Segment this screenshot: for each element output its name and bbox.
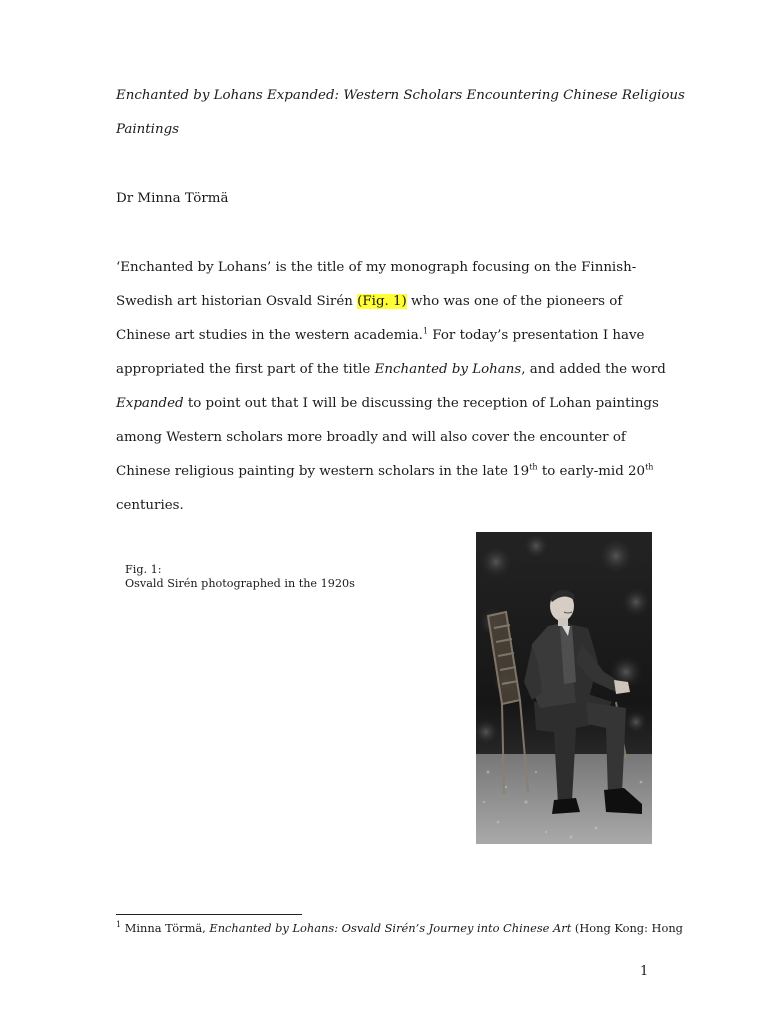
paragraph-line (116, 293, 622, 311)
footnote-text: (Hong Kong: Hong (571, 921, 683, 935)
paragraph-text: who was one of the pioneers of (406, 294, 623, 309)
author-name: Dr Minna Törmä (116, 191, 229, 206)
ordinal-superscript: th (645, 462, 654, 472)
paragraph-text: Chinese art studies in the western academia. (116, 328, 423, 343)
italic-title: Enchanted by Lohans (374, 362, 522, 377)
page-number: 1 (640, 964, 649, 979)
document-title-line-2: Paintings (116, 122, 180, 137)
paragraph-line: centuries. (116, 498, 184, 513)
footnote-book-title: Enchanted by Lohans: Osvald Sirén’s Journey into Chinese Art (209, 921, 572, 935)
paragraph-line (116, 395, 659, 413)
footnote-reference[interactable]: 1 (422, 326, 429, 336)
figure-photo (476, 532, 652, 844)
paragraph-text: For today’s presentation I have (428, 328, 645, 343)
paragraph-line (116, 361, 666, 379)
footnote (116, 920, 683, 936)
figure-caption-label: Fig. 1: (125, 563, 162, 576)
footnote-separator (116, 914, 302, 915)
figure-reference-highlight[interactable]: (Fig. 1) (357, 294, 407, 309)
paragraph-text: to point out that I will be discussing the reception of Lohan paintings (183, 396, 659, 411)
paragraph-line (116, 327, 644, 345)
ordinal-superscript: th (529, 462, 538, 472)
paragraph-text: Swedish art historian Osvald Sirén (116, 294, 358, 309)
footnote-mark: 1 (116, 920, 122, 930)
paragraph-line (116, 463, 653, 481)
portrait-photo-illustration (476, 532, 652, 844)
footnote-text: Minna Törmä, (121, 921, 210, 935)
paragraph-text: , and added the word (521, 362, 666, 377)
paragraph-line: among Western scholars more broadly and will also cover the encounter of (116, 430, 626, 445)
paragraph-text: appropriated the first part of the title (116, 362, 375, 377)
figure-caption-text: Osvald Sirén photographed in the 1920s (125, 577, 355, 590)
paragraph-text: Chinese religious painting by western scholars in the late 19 (116, 464, 530, 479)
paragraph-line: ‘Enchanted by Lohans’ is the title of my monograph focusing on the Finnish- (116, 260, 637, 275)
italic-word: Expanded (116, 396, 184, 411)
paragraph-text: to early-mid 20 (537, 464, 646, 479)
document-title-line-1: Enchanted by Lohans Expanded: Western Scholars Encountering Chinese Religious (116, 88, 685, 103)
